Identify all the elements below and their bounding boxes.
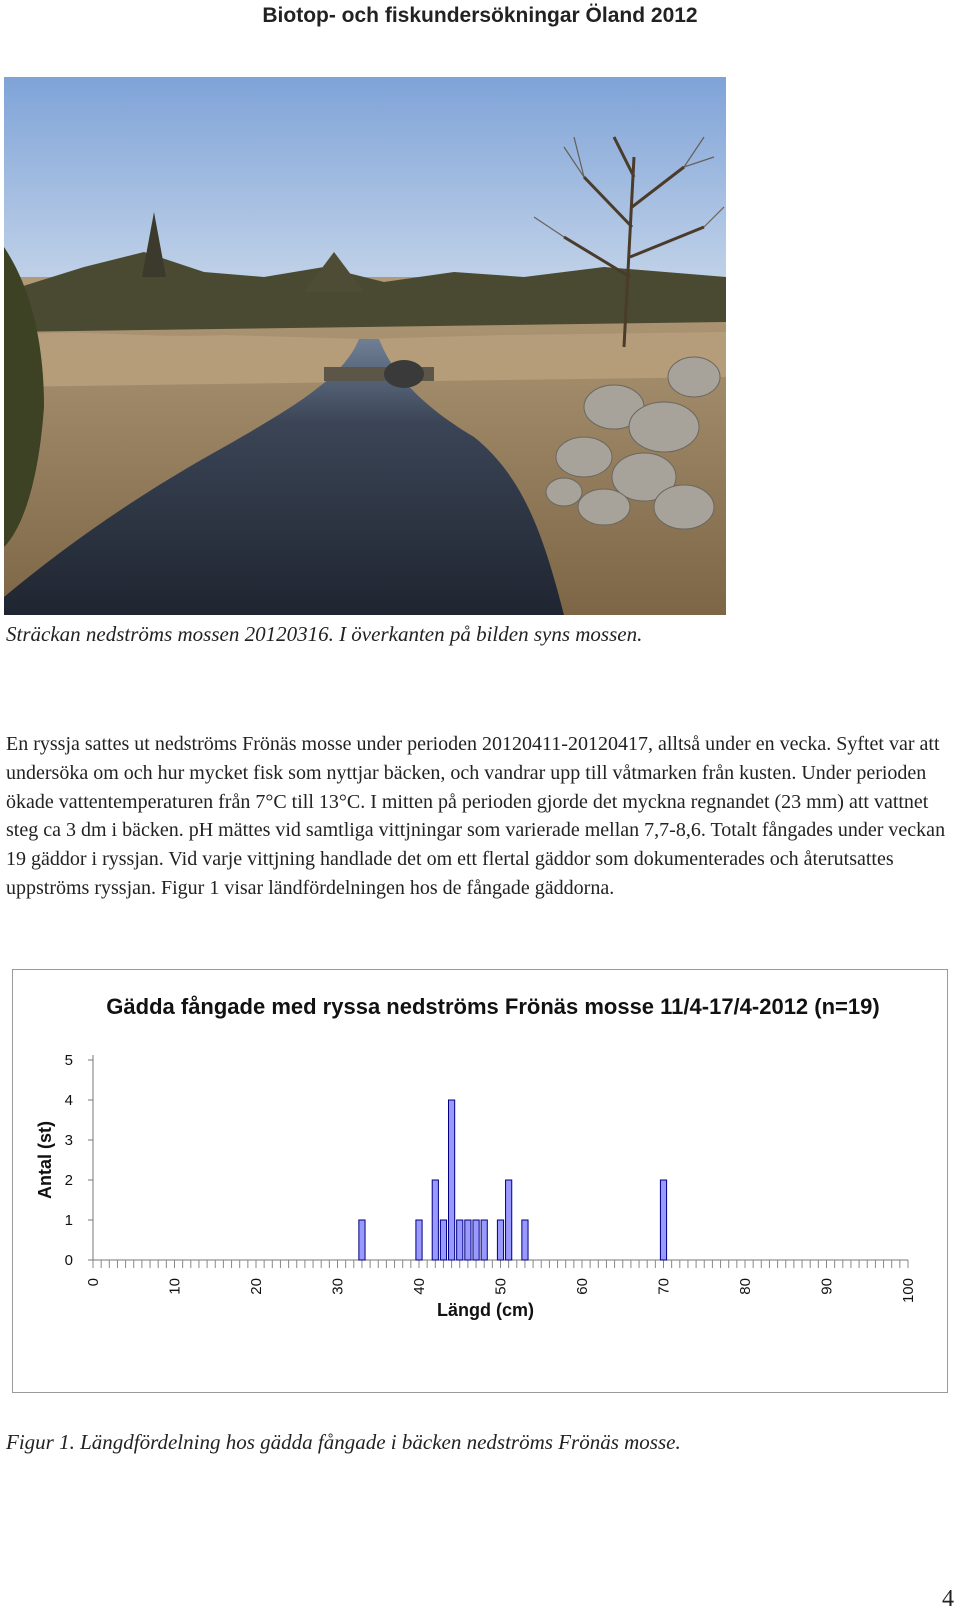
histogram-bar	[481, 1220, 487, 1260]
y-tick-label: 0	[64, 1252, 73, 1269]
histogram-bar	[465, 1220, 471, 1260]
photo-caption: Sträckan nedströms mossen 20120316. I överkanten på bilden syns mossen.	[6, 622, 643, 646]
y-tick-label: 3	[64, 1132, 73, 1149]
x-tick-label: 70	[655, 1278, 673, 1295]
histogram-bar	[457, 1220, 463, 1260]
body-paragraph: En ryssja sattes ut nedströms Frönäs mosse under perioden 20120411-20120417, alltså under en vecka. Syftet var att undersöka om och hur mycket fisk som nyttjar bäcken, och vandrar upp till våtmarken från kusten. Under perioden ökade vattentemperaturen från 7°C till 13°C. I mitten på perioden gjorde det myckna regnandet (23 mm) att vattnet steg ca 3 dm i bäcken. pH mättes vid samtliga vittjningar som varierade mellan 7,7-8,6. Totalt fångades under veckan 19 gäddor i ryssjan. Vid varje vittjning handlade det om ett flertal gäddor som dokumenterades och återutsattes uppströms ryssjan. Figur 1 visar ländfördelningen hos de fångade gäddorna.	[6, 733, 946, 899]
histogram-bar	[440, 1220, 446, 1260]
x-tick-label: 30	[329, 1278, 347, 1295]
x-tick-label: 0	[85, 1278, 102, 1287]
histogram-bar	[359, 1220, 365, 1260]
x-tick-label: 100	[900, 1278, 917, 1304]
histogram-bar	[506, 1180, 512, 1260]
page-number: 4	[942, 1586, 954, 1612]
stream-photo	[4, 77, 726, 615]
histogram-bar	[522, 1220, 528, 1260]
histogram-bar	[432, 1180, 438, 1260]
histogram-bar	[473, 1220, 479, 1260]
x-tick-label: 20	[248, 1278, 265, 1295]
histogram-bar	[660, 1180, 666, 1260]
histogram-bar	[416, 1220, 422, 1260]
x-tick-label: 60	[574, 1278, 591, 1295]
y-tick-label: 1	[64, 1212, 73, 1229]
landscape-photo-icon	[4, 77, 726, 615]
x-tick-label: 80	[737, 1278, 754, 1295]
histogram-bar	[449, 1100, 455, 1260]
x-axis-title: Längd (cm)	[437, 1300, 534, 1320]
length-histogram	[13, 970, 949, 1394]
y-tick-label: 2	[64, 1172, 73, 1189]
histogram-bar	[497, 1220, 503, 1260]
x-tick-label: 50	[492, 1278, 510, 1295]
y-tick-label: 4	[64, 1092, 73, 1109]
x-tick-label: 40	[411, 1278, 428, 1295]
x-tick-label: 90	[818, 1278, 836, 1295]
chart-frame	[12, 969, 948, 1393]
figure-caption: Figur 1. Längdfördelning hos gädda fångade i bäcken nedströms Frönäs mosse.	[6, 1430, 681, 1454]
y-tick-label: 5	[64, 1052, 73, 1069]
page-header: Biotop- och fiskundersökningar Öland 2012	[262, 4, 698, 27]
x-tick-label: 10	[166, 1278, 184, 1295]
y-axis-title: Antal (st)	[35, 1121, 55, 1199]
chart-title: Gädda fångade med ryssa nedströms Frönäs mosse 11/4-17/4-2012 (n=19)	[106, 994, 880, 1019]
